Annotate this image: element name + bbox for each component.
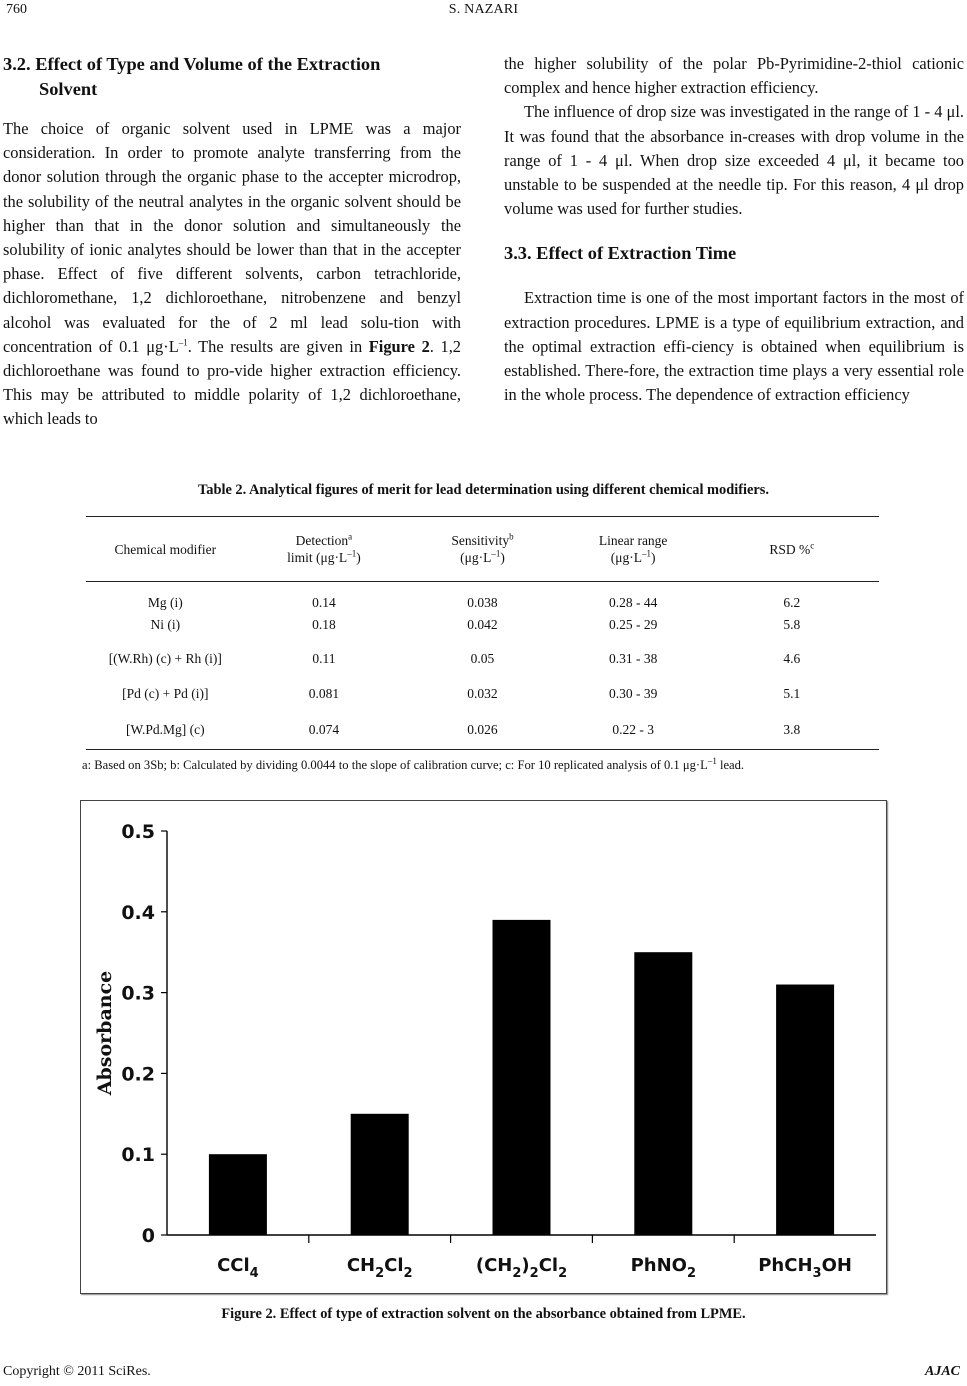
bar-ch22cl2 xyxy=(493,920,551,1235)
header-text: limit (μg·L xyxy=(287,550,348,565)
superscript: –1 xyxy=(178,337,188,348)
table-row xyxy=(86,668,879,703)
section-3-2-heading xyxy=(3,52,461,102)
header-text: (μg·L xyxy=(460,550,492,565)
x-category-label: (CH2)2Cl2 xyxy=(475,1255,568,1281)
copyright-notice: Copyright © 2011 SciRes. xyxy=(3,1364,151,1379)
superscript: –1 xyxy=(491,548,501,559)
bar-phno2 xyxy=(634,952,692,1235)
header-text: ) xyxy=(356,550,361,565)
table-cell: 0.25 - 29 xyxy=(608,617,658,632)
table-header-row xyxy=(86,517,879,582)
superscript: –1 xyxy=(347,548,357,559)
superscript: –1 xyxy=(707,755,717,766)
bar-phch3oh xyxy=(776,985,834,1235)
section-3-2-paragraph-1 xyxy=(3,117,461,432)
section-3-2-title-line2: Solvent xyxy=(39,79,98,99)
table-2 xyxy=(86,516,879,750)
y-axis-label: Absorbance xyxy=(94,970,116,1096)
header-chemical-modifier: Chemical modifier xyxy=(86,517,245,582)
header-text: (μg·L xyxy=(610,550,643,565)
table-cell: 0.18 xyxy=(312,617,336,632)
table-row xyxy=(86,634,879,668)
table-row xyxy=(86,703,879,750)
superscript: c xyxy=(810,540,815,550)
y-tick-label: 0.1 xyxy=(121,1144,155,1167)
section-3-3-paragraph-1: Extraction time is one of the most important factors in the most of extraction procedures. LPME is a type of equilibrium extraction, and the optimal extraction effi-ciency is obtained when equilibrium is established. There-fore, the extraction time plays a very essential role in the whole process. The dependence of extraction efficiency xyxy=(504,288,964,405)
journal-name: AJAC xyxy=(925,1364,961,1379)
bar-chart xyxy=(81,801,886,1293)
section-3-2-paragraph-1-continued: the higher solubility of the polar Pb-Pyrimidine-2-thiol cationic complex and hence higher extraction efficiency. xyxy=(504,54,964,98)
table-cell: 5.1 xyxy=(783,686,801,701)
table-row xyxy=(86,612,879,634)
table-cell: 0.081 xyxy=(308,686,340,701)
superscript: a xyxy=(348,531,353,542)
footnote-text: lead. xyxy=(716,758,745,772)
header-text: RSD % xyxy=(769,541,811,557)
figure-2-chart xyxy=(80,800,887,1294)
table-cell: 0.28 - 44 xyxy=(608,595,658,610)
paragraph-text: The choice of organic solvent used in LPME was a major consideration. In order to promote analyte transferring from the donor solution through the organic phase to the accepter microdrop, the solubility of the neutral analytes in the organic solvent should be higher than that in the donor solution and simultaneously the solubility of ionic analytes should be lower than that in the accepter phase. Effect of five different solvents, carbon tetrachloride, dichloromethane, 1,2 dichloroethane, nitrobenzene and benzyl alcohol was evaluated for the of 2 ml lead solu-tion with concentration of 0.1 μg·L xyxy=(3,119,461,356)
y-tick-label: 0.3 xyxy=(121,982,155,1005)
figure-2-caption: Figure 2. Effect of type of extraction solvent on the absorbance obtained from LPME. xyxy=(221,1306,746,1322)
footnote-text: a: Based on 3Sb; b: Calculated by dividing 0.0044 to the slope of calibration curve; c: For 10 replicated analysis of 0.1 μg·L xyxy=(82,758,708,772)
header-rsd xyxy=(705,517,879,582)
y-tick-label: 0.2 xyxy=(121,1063,155,1086)
table-cell: 0.31 - 38 xyxy=(608,651,658,666)
bar-ch2cl2 xyxy=(351,1114,409,1235)
section-3-3-heading: 3.3. Effect of Extraction Time xyxy=(504,243,737,264)
table-cell: Mg (i) xyxy=(147,595,183,610)
header-detection-limit xyxy=(245,517,404,582)
right-column xyxy=(504,52,964,407)
superscript: b xyxy=(509,531,514,542)
superscript: –1 xyxy=(642,548,652,559)
table-cell: [Pd (c) + Pd (i)] xyxy=(122,686,209,701)
table-cell: 0.042 xyxy=(467,617,498,632)
section-3-2-number: 3.2. xyxy=(3,54,31,74)
header-sensitivity xyxy=(403,517,562,582)
y-tick-label: 0.4 xyxy=(121,901,155,924)
section-3-2-title-line1: Effect of Type and Volume of the Extraction xyxy=(35,54,381,74)
table-cell: 0.038 xyxy=(467,595,498,610)
running-head-author: S. NAZARI xyxy=(448,2,519,17)
section-3-2-paragraph-2: The influence of drop size was investigated in the range of 1 - 4 μl. It was found that the absorbance in-creases with drop volume in the range of 1 - 4 μl. When drop size exceeded 4 μl, it became too unstable to be suspended at the needle tip. For this reason, 4 μl drop volume was used for further studies. xyxy=(504,102,964,219)
table-cell: 5.8 xyxy=(783,617,801,632)
table-2-caption: Table 2. Analytical figures of merit for lead determination using different chemical modifiers. xyxy=(197,482,770,498)
x-category-label: CCl4 xyxy=(217,1255,259,1281)
table-cell: 0.11 xyxy=(312,651,336,666)
x-category-label: PhCH3OH xyxy=(758,1255,852,1281)
left-column xyxy=(3,52,461,432)
table-cell: [(W.Rh) (c) + Rh (i)] xyxy=(108,651,222,666)
table-cell: Ni (i) xyxy=(150,617,181,632)
header-text: ) xyxy=(500,550,505,565)
table-cell: 6.2 xyxy=(783,595,801,610)
table-cell: 0.30 - 39 xyxy=(608,686,658,701)
table-cell: 0.026 xyxy=(403,703,562,750)
table-row xyxy=(86,582,879,613)
table-cell: [W.Pd.Mg] (c) xyxy=(86,703,245,750)
header-text: Sensitivity xyxy=(451,533,510,548)
table-cell: 0.14 xyxy=(312,595,336,610)
page-number: 760 xyxy=(6,2,27,17)
table-cell: 0.22 - 3 xyxy=(562,703,705,750)
y-tick-label: 0.5 xyxy=(121,821,155,843)
table-cell: 0.074 xyxy=(245,703,404,750)
paragraph-text: . 1,2 dichloroethane was found to pro-vide higher extraction efficiency. This may be attributed to middle polarity of 1,2 dichloroethane, which leads to xyxy=(3,336,461,429)
paragraph-text: . The results are given in xyxy=(187,336,369,356)
header-text: ) xyxy=(651,550,656,565)
header-text: Linear range xyxy=(598,533,668,548)
table-cell: 0.032 xyxy=(467,686,498,701)
table-cell: 3.8 xyxy=(705,703,879,750)
table-cell: 0.05 xyxy=(470,651,495,666)
x-category-label: CH2Cl2 xyxy=(346,1255,413,1281)
header-text: Detection xyxy=(295,533,349,548)
table-2-footnote xyxy=(82,755,745,773)
x-category-label: PhNO2 xyxy=(630,1255,697,1281)
figure-reference: Figure 2 xyxy=(368,336,430,356)
bar-ccl4 xyxy=(209,1154,267,1235)
y-tick-label: 0 xyxy=(141,1225,155,1247)
header-linear-range xyxy=(562,517,705,582)
table-cell: 4.6 xyxy=(783,651,801,666)
